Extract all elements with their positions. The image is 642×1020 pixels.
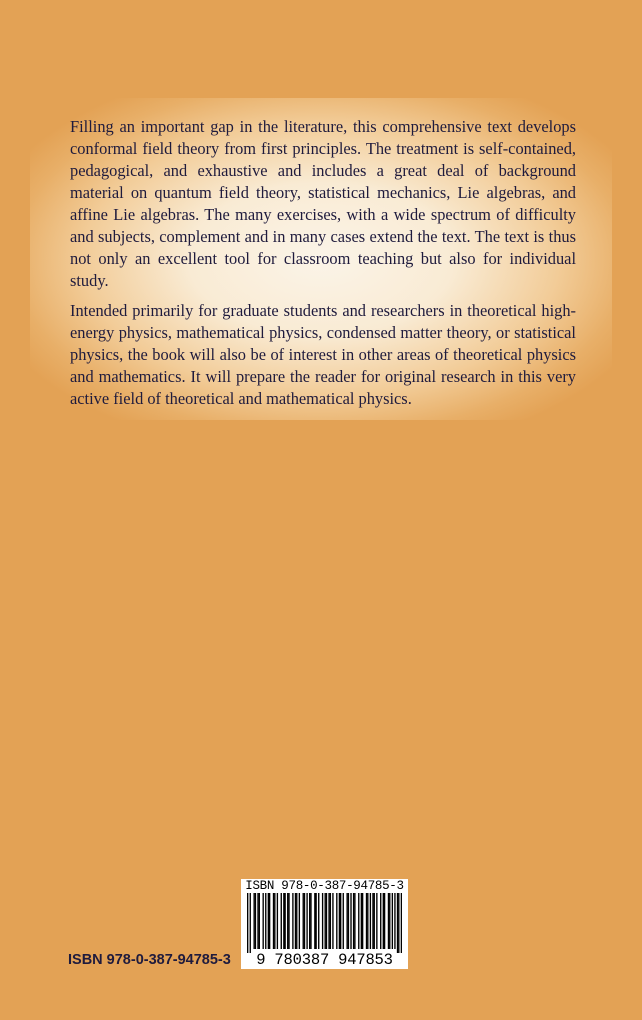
barcode-bar <box>339 893 340 949</box>
barcode-bar <box>401 893 402 953</box>
barcode-bar <box>343 893 344 949</box>
barcode-bar <box>392 893 393 949</box>
barcode-bar <box>354 893 355 949</box>
barcode-bar <box>370 893 371 949</box>
barcode-bar <box>397 893 398 953</box>
barcode-bar <box>263 893 264 949</box>
barcode-bar <box>374 893 375 949</box>
barcode-digits: 9 780387 947853 <box>256 951 393 969</box>
barcode-bar <box>283 893 284 949</box>
barcode-bar <box>265 893 266 949</box>
barcode-bar <box>287 893 288 949</box>
barcode-bar <box>383 893 384 949</box>
barcode-bar <box>306 893 307 949</box>
barcode-bars <box>247 893 402 953</box>
barcode-bar <box>259 893 260 949</box>
barcode-bar <box>340 893 341 949</box>
barcode-bar <box>394 893 395 949</box>
barcode-bar <box>299 893 300 949</box>
barcode-bar <box>398 893 399 953</box>
barcode-bar <box>372 893 373 949</box>
barcode-bar <box>328 893 329 949</box>
barcode-bar <box>315 893 316 949</box>
barcode-bar <box>361 893 362 949</box>
barcode-bar <box>358 893 359 949</box>
barcode-bar <box>380 893 381 949</box>
barcode-bar <box>257 893 258 949</box>
description-paragraph-2: Intended primarily for graduate students and researchers in theoretical high-energy physics, mathematical physics, condensed matter theory, or statistical physics, the book will also be of interest in other areas of theoretical physics and mathematics. It will prepare the reader for original research in this very active field of theoretical and mathematical physics. <box>70 301 576 408</box>
barcode-bar <box>332 893 333 949</box>
back-cover-description <box>70 116 576 410</box>
barcode-bar <box>310 893 311 949</box>
barcode-bar <box>376 893 377 949</box>
barcode-bar <box>277 893 278 949</box>
barcode-bar <box>284 893 285 949</box>
barcode-bar <box>309 893 310 949</box>
barcode-bar <box>292 893 293 949</box>
isbn-barcode <box>241 879 408 969</box>
barcode-bar <box>322 893 323 949</box>
barcode-bar <box>295 893 296 949</box>
barcode-bar <box>362 893 363 949</box>
barcode-bar <box>346 893 347 949</box>
barcode-bar <box>273 893 274 949</box>
barcode-bar <box>268 893 269 949</box>
barcode-bar <box>353 893 354 949</box>
barcode-bar <box>304 893 305 949</box>
barcode-bar <box>330 893 331 949</box>
barcode-isbn-text: ISBN 978-0-387-94785-3 <box>245 879 404 893</box>
barcode-bar <box>296 893 297 949</box>
barcode-bar <box>388 893 389 949</box>
barcode-bar <box>255 893 256 949</box>
barcode-bar <box>389 893 390 949</box>
barcode-bar <box>336 893 337 949</box>
barcode-bar <box>326 893 327 949</box>
barcode-bar <box>303 893 304 949</box>
description-paragraph-1: Filling an important gap in the literature, this comprehensive text develops conformal field theory from first principles. The treatment is self-contained, pedagogical, and exhaustive and includes a great deal of background material on quantum field theory, statistical mechanics, Lie algebras, and affine Lie algebras. The many exercises, with a wide spectrum of difficulty and subjects, complement and in many cases extend the text. The text is thus not only an excellent tool for classroom teaching but also for individual study. <box>70 117 576 290</box>
barcode-bar <box>348 893 349 949</box>
barcode-bar <box>269 893 270 949</box>
barcode-bar <box>288 893 289 949</box>
barcode-bar <box>253 893 254 949</box>
barcode-bar <box>366 893 367 949</box>
barcode-bar <box>384 893 385 949</box>
barcode-bar <box>274 893 275 949</box>
barcode-bar <box>350 893 351 949</box>
isbn-label: ISBN 978-0-387-94785-3 <box>68 952 231 968</box>
barcode-bar <box>247 893 248 953</box>
barcode-bar <box>325 893 326 949</box>
barcode-bar <box>318 893 319 949</box>
barcode-bar <box>250 893 251 953</box>
barcode-bar <box>281 893 282 949</box>
barcode-bar <box>314 893 315 949</box>
barcode-bar <box>367 893 368 949</box>
